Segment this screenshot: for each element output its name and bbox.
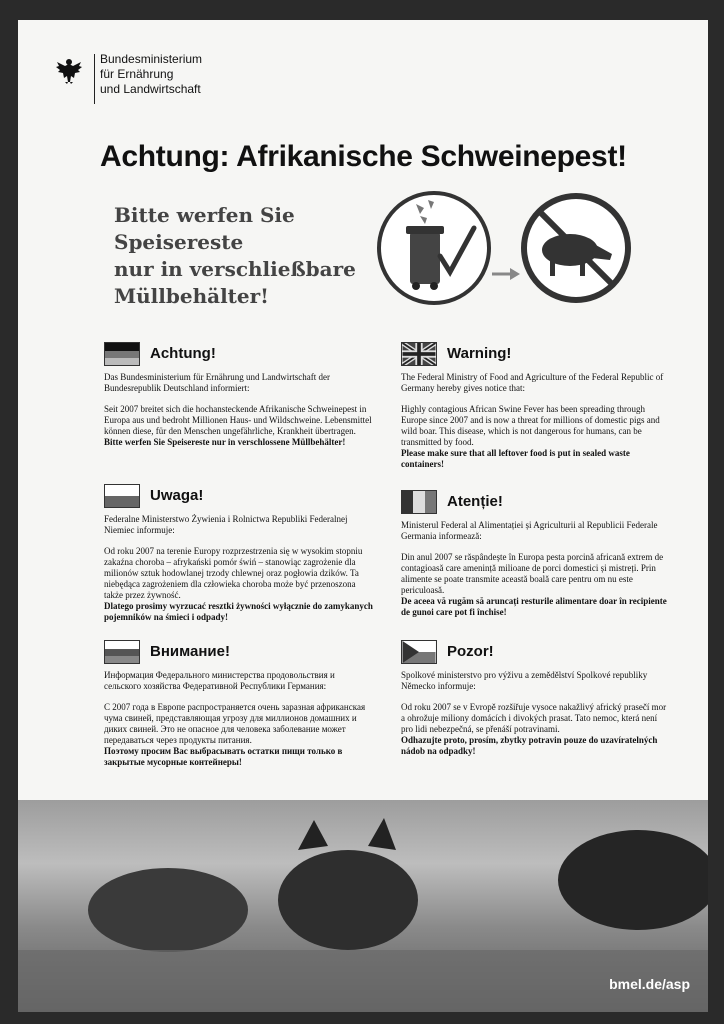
section-intro: Ministerul Federal al Alimentației și Agriculturii al Republicii Federale Germania informează: [401,520,658,541]
section-appeal: Please make sure that all leftover food is put in sealed waste containers! [401,448,630,469]
section-title: Pozor! [447,643,494,660]
ministry-line-3: und Landwirtschaft [100,82,201,96]
wild-boar-photo [18,800,708,1012]
section-czech [401,640,671,767]
federal-eagle-icon [54,56,84,86]
subheadline [114,202,356,310]
flag-czech-icon [401,640,437,664]
section-appeal: Dlatego prosimy wyrzucać resztki żywności wyłącznie do zamykanych pojemników na śmieci i odpady! [104,601,373,622]
section-body: С 2007 года в Европе распространяется очень заразная африканская чума свиней, представляющая угрозу для миллионов домашних и диких свиней. Это не опасное для человека заболевание может передаваться через продукты питания. [104,702,366,745]
section-intro: Federalne Ministerstwo Żywienia i Rolnictwa Republiki Federalnej Niemiec informuje: [104,514,348,535]
section-intro: The Federal Ministry of Food and Agriculture of the Federal Republic of Germany hereby gives notice that: [401,372,664,393]
flag-romania-icon [401,490,437,514]
section-body: Highly contagious African Swine Fever has been spreading through Europe since 2007 and is now a threat for millions of domestic pigs and wild boar. This disease, which is not dangerous for humans, can be transmitted by food. [401,404,660,447]
section-intro: Spolkové ministerstvo pro výživu a zemědělství Spolkové republiky Německo informuje: [401,670,648,691]
flag-germany-icon [104,342,140,366]
section-appeal: Поэтому просим Вас выбрасывать остатки пищи только в закрытые мусорные контейнеры! [104,746,343,767]
disposal-pictograms [374,188,634,308]
section-polish [104,484,374,633]
flag-uk-icon [401,342,437,366]
headline: Achtung: Afrikanische Schweinepest! [100,140,627,173]
flag-poland-icon [104,484,140,508]
section-appeal: De aceea vă rugăm să aruncați resturile alimentare doar în recipiente de gunoi care pot fi închise! [401,596,667,617]
section-appeal: Odhazujte proto, prosím, zbytky potravin pouze do uzavíratelných nádob na odpadky! [401,735,658,756]
bin-with-check-icon [379,193,489,303]
subhead-line-2: Speisereste [114,230,244,254]
section-title: Achtung! [150,345,216,362]
flag-russia-icon [104,640,140,664]
ministry-logo [54,54,254,114]
section-intro: Das Bundesministerium für Ernährung und Landwirtschaft der Bundesrepublik Deutschland informiert: [104,372,330,393]
subhead-line-3: nur in verschließbare [114,257,356,281]
section-german [104,342,374,458]
section-title: Uwaga! [150,487,204,504]
ministry-line-2: für Ernährung [100,67,174,81]
subhead-line-1: Bitte werfen Sie [114,203,295,227]
campaign-url: bmel.de/asp [609,976,690,992]
subhead-line-4: Müllbehälter! [114,284,269,308]
section-body: Din anul 2007 se răspândește în Europa pesta porcină africană extrem de contagioasă care amenință milioane de porci domestici și mistreți. Prin alimente se poate transmite această boală care pentru om nu este periculoasă. [401,552,664,595]
section-english [401,342,671,480]
ministry-line-1: Bundesministerium [100,52,203,66]
section-romanian [401,490,671,628]
section-body: Od roku 2007 se v Evropě rozšiřuje vysoce nakažlivý africký prasečí mor a ohrožuje miliony domácích i divokých prasat. Tato nemoc, která není pro lidi nebezpečná, se přenáší potravinami. [401,702,667,734]
section-body: Seit 2007 breitet sich die hochansteckende Afrikanische Schweinepest in Europa aus und bedroht Millionen Haus- und Wildschweine. Lebensmittel können diese, für den Menschen ungefährliche, Krankheit übertragen. [104,404,372,436]
section-appeal: Bitte werfen Sie Speisereste nur in verschlossene Müllbehälter! [104,437,346,447]
section-title: Atenție! [447,493,503,510]
no-wild-boar-icon [524,196,628,300]
section-body: Od roku 2007 na terenie Europy rozprzestrzenia się w wysokim stopniu zakaźna choroba – afrykański pomór świń – stanowiąc zagrożenie dla milionów sztuk hodowlanej trzody chlewnej oraz pogłowia dzików. Ta niebędąca zagrożeniem dla człowieka choroba może być przenoszona także przez żywność. [104,546,363,600]
wild-boar-silhouettes [18,800,708,1012]
section-intro: Информация Федерального министерства продовольствия и сельского хозяйства Федеративной Республики Германия: [104,670,335,691]
section-russian [104,640,374,778]
ministry-name [100,52,202,97]
section-title: Внимание! [150,643,230,660]
arrow-right-icon [492,268,520,280]
poster [18,20,708,1012]
logo-divider [94,54,95,104]
section-title: Warning! [447,345,512,362]
